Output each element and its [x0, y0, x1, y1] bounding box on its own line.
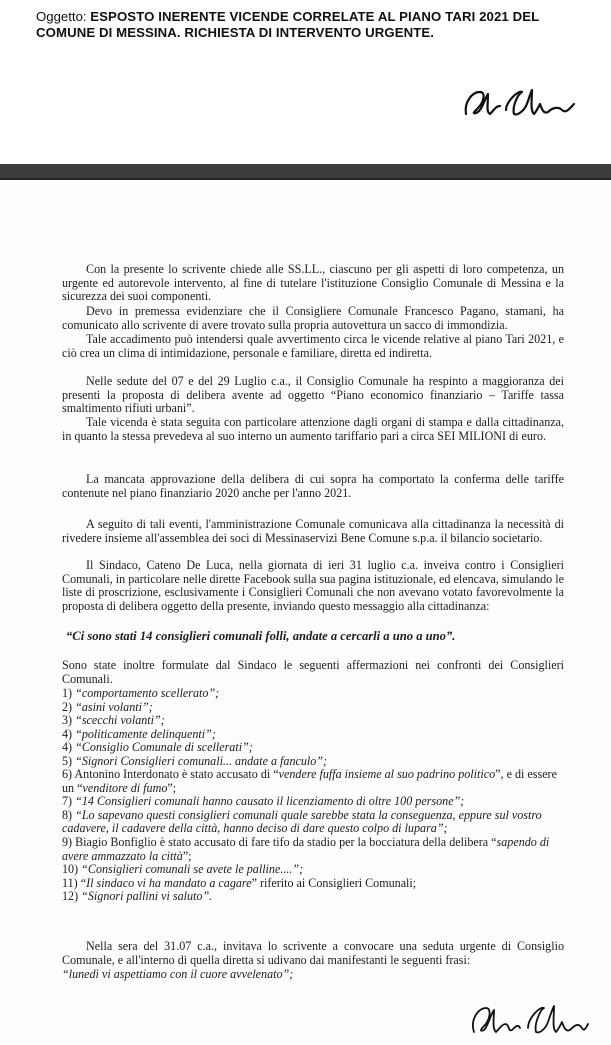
list-item: 6) Antonino Interdonato è stato accusato di “vendere fuffa insieme al suo padrino politico”, e di essere un “venditore di fumo”; — [62, 767, 557, 795]
list-item: 2) “asini volanti”; — [62, 699, 153, 714]
quote-mayor: “Ci sono stati 14 consiglieri comunali folli, andate a cercarli a uno a uno”. — [66, 629, 456, 643]
list-item: 4) “Consiglio Comunale di scellerati”; — [62, 740, 253, 755]
subject-text: ESPOSTO INERENTE VICENDE CORRELATE AL PIANO TARI 2021 DEL COMUNE DI MESSINA. RICHIESTA DI INTERVENTO URGENTE. — [36, 9, 540, 40]
paragraph-9: Sono state inoltre formulate dal Sindaco le seguenti affermazioni nei confronti dei Consiglieri Comunali. — [62, 658, 564, 686]
closing-quote: “lunedì vi aspettiamo con il cuore avvelenato”; — [62, 967, 294, 981]
document-header — [0, 0, 611, 165]
list-item: 7) “14 Consiglieri comunali hanno causato il licenziamento di oltre 100 persone”; — [62, 794, 465, 809]
paragraph-4: Nelle sedute del 07 e del 29 Luglio c.a., il Consiglio Comunale ha respinto a maggioranza dei presenti la proposta di delibera avente ad oggetto “Piano economico finanziario – Tariffe tassa smaltimento rifiuti urbani”. — [62, 374, 564, 416]
paragraph-10: Nella sera del 31.07 c.a., invitava lo scrivente a convocare una seduta urgente di Consiglio Comunale, e all'interno di quella diretta si udivano dai manifestanti le seguenti frasi: — [62, 939, 564, 967]
paragraph-8: Il Sindaco, Cateno De Luca, nella giornata di ieri 31 luglio c.a. inveiva contro i Consiglieri Comunali, in particolare nelle dirette Facebook sulla sua pagina istituzionale, ed elencava, simulando le liste di proscrizione, esclusivamente i Consiglieri Comunali che non avevano votato favorevolmente la proposta di delibera oggetto della presente, inviando questo messaggio alla cittadinanza: — [62, 558, 564, 613]
list-item: 11) “Il sindaco vi ha mandato a cagare” riferito ai Consiglieri Comunali; — [62, 875, 417, 890]
paragraph-5: Tale vicenda è stata seguita con particolare attenzione dagli organi di stampa e dalla cittadinanza, in quanto la stessa prevedeva al suo interno un aumento tariffario pari a circa SEI MILIONI di euro. — [62, 415, 564, 443]
list-item: 5) “Signori Consiglieri comunali... andate a fanculo”; — [62, 753, 328, 768]
list-item: 4) “politicamente delinquenti”; — [62, 726, 216, 741]
list-item: 3) “scecchi volanti”; — [62, 713, 165, 728]
list-item: 1) “comportamento scellerato”; — [62, 686, 220, 700]
signature-bottom — [468, 1000, 592, 1042]
subject-line — [36, 9, 596, 41]
paragraph-7: A seguito di tali eventi, l'amministrazione Comunale comunicava alla cittadinanza la necessità di rivedere insieme all'assemblea dei soci di Messinaservizi Bene Comune s.p.a. il bilancio societario. — [62, 517, 564, 545]
paragraph-6: La mancata approvazione della delibera di cui sopra ha comportato la conferma delle tariffe contenute nel piano finanziario 2020 anche per l'anno 2021. — [62, 472, 564, 500]
paragraph-3: Tale accadimento può intendersi quale avvertimento circa le vicende relative al piano Tari 2021, e ciò crea un clima di intimidazione, personale e familiare, diretta ed indiretta. — [62, 332, 564, 360]
paragraph-2: Devo in premessa evidenziare che il Consigliere Comunale Francesco Pagano, stamani, ha comunicato allo scrivente di avere trovato sulla propria autovettura un sacco di immondizia. — [62, 304, 564, 332]
list-item: 8) “Lo sapevano questi consiglieri comunali quale sarebbe stata la conseguenza, eppure sul vostro cadavere, il cadavere della città, hanno deciso di dare questo colpo di lupara”; — [62, 807, 542, 836]
statements-list — [62, 687, 572, 904]
subject-label: Oggetto: — [36, 9, 87, 24]
signature-top — [462, 84, 580, 124]
list-item: 10) “Consiglieri comunali se avete le palline....”; — [62, 862, 304, 877]
list-item: 12) “Signori pallini vi saluto”. — [62, 889, 213, 904]
list-item: 9) Biagio Bonfiglio è stato accusato di fare tifo da stadio per la bocciatura della delibera “sapendo di avere ammazzato la città”; — [62, 835, 550, 863]
paragraph-1: Con la presente lo scrivente chiede alle SS.LL., ciascuno per gli aspetti di loro competenza, un urgente ed autorevole intervento, al fine di tutelare l'istituzione Consiglio Comunale di Messina e la sicurezza dei suoi componenti. — [62, 262, 564, 304]
